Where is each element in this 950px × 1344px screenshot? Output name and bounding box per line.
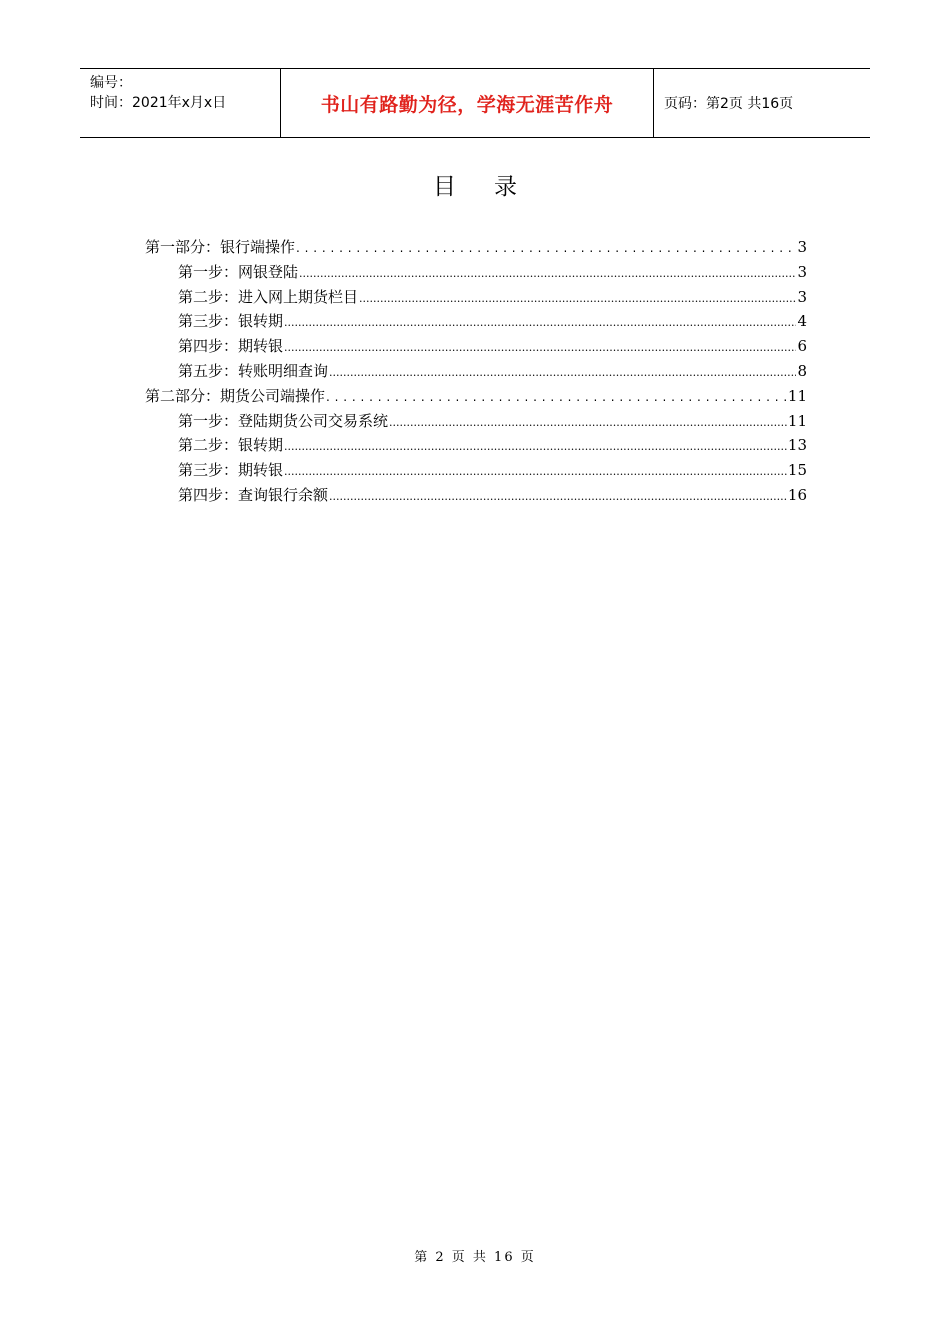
toc-step[interactable] <box>145 285 807 310</box>
toc-step-label: 第四步：期转银 <box>178 337 284 356</box>
page-footer: 第 2 页 共 16 页 <box>414 1250 536 1265</box>
dot-leader <box>329 483 787 510</box>
header-meta <box>80 69 281 137</box>
dot-leader <box>284 334 796 361</box>
toc-step-label: 第二步：银转期 <box>178 436 284 455</box>
toc-step-label: 第四步：查询银行余额 <box>178 485 329 504</box>
dot-leader <box>284 309 796 336</box>
toc-part-label: 第二部分：期货公司端操作 <box>145 386 326 405</box>
toc-step-label: 第三步：银转期 <box>178 312 284 331</box>
dot-leader <box>359 285 796 312</box>
toc-page-number: 8 <box>797 361 807 380</box>
header-motto: 书山有路勤为径，学海无涯苦作舟 <box>281 69 654 137</box>
dot-leader <box>284 433 787 460</box>
time-label: 时间：2021年x月x日 <box>90 95 227 111</box>
toc-part-label: 第一部分：银行端操作 <box>145 238 296 256</box>
toc-page-number: 11 <box>787 386 807 405</box>
toc-step-label: 第三步：期转银 <box>178 461 284 480</box>
header-page-info: 页码：第2页 共16页 <box>664 96 794 112</box>
toc-page-number: 13 <box>787 436 807 455</box>
toc-step-label: 第一步：网银登陆 <box>178 262 299 281</box>
toc-step[interactable] <box>145 359 807 384</box>
toc-title: 目录 <box>433 174 555 200</box>
toc-page-number: 3 <box>797 262 807 281</box>
toc-page-number: 11 <box>787 411 807 430</box>
toc-step-label: 第五步：转账明细查询 <box>178 361 329 380</box>
toc-step[interactable] <box>145 334 807 359</box>
dot-leader <box>284 458 787 485</box>
toc-page-number: 4 <box>797 312 807 331</box>
number-label: 编号： <box>90 75 132 91</box>
dot-leader <box>329 359 796 386</box>
toc-step[interactable] <box>145 409 807 434</box>
toc-part-1[interactable] <box>145 235 807 260</box>
toc-part-2[interactable] <box>145 384 807 409</box>
header-table <box>80 68 870 138</box>
dot-leader <box>326 384 787 410</box>
toc-step[interactable] <box>145 260 807 285</box>
toc-step[interactable] <box>145 483 807 508</box>
toc-step[interactable] <box>145 458 807 483</box>
toc-step-label: 第一步：登陆期货公司交易系统 <box>178 411 389 430</box>
toc-step[interactable] <box>145 433 807 458</box>
toc-step[interactable] <box>145 309 807 334</box>
toc-page-number: 6 <box>797 337 807 356</box>
toc-page-number: 16 <box>787 485 807 504</box>
dot-leader <box>299 260 796 287</box>
toc-page-number: 3 <box>797 238 807 256</box>
toc-step-label: 第二步：进入网上期货栏目 <box>178 287 359 306</box>
toc-page-number: 15 <box>787 461 807 480</box>
dot-leader <box>389 409 787 436</box>
table-of-contents <box>145 235 807 508</box>
toc-page-number: 3 <box>797 287 807 306</box>
dot-leader <box>296 235 796 261</box>
